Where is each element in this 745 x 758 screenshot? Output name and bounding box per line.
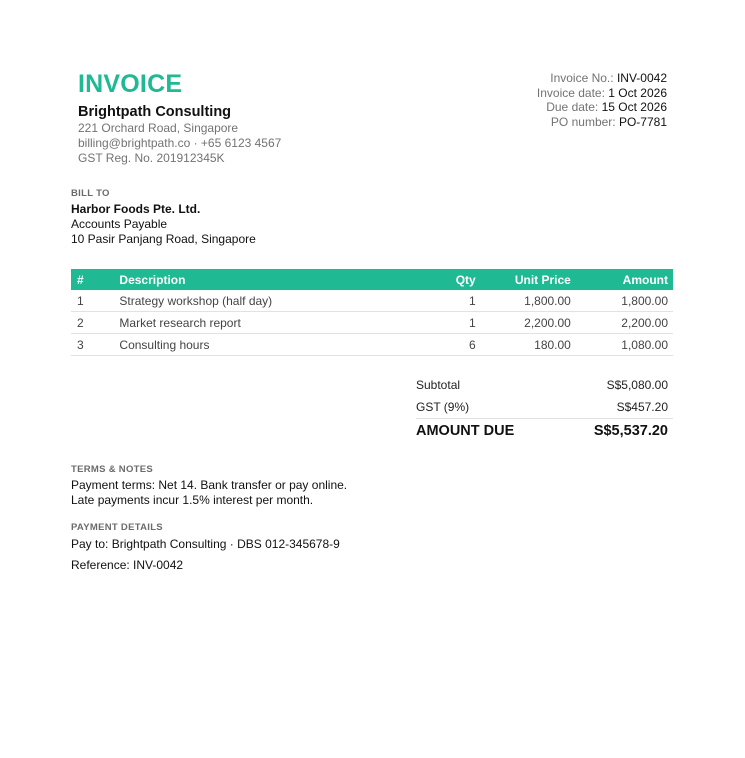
invoice-date-label: Invoice date: bbox=[536, 85, 605, 100]
header-index: # bbox=[71, 269, 114, 290]
totals-divider bbox=[416, 418, 673, 419]
payment-details-label: PAYMENT DETAILS bbox=[71, 522, 163, 533]
gst-value: S$457.20 bbox=[616, 400, 668, 414]
po-number-value: PO-7781 bbox=[618, 115, 667, 130]
terms-line-2: Late payments incur 1.5% interest per month. bbox=[71, 493, 314, 507]
bill-to-department: Accounts Payable bbox=[71, 217, 168, 231]
invoice-number-label: Invoice No.: bbox=[550, 71, 614, 85]
row-index: 2 bbox=[71, 312, 114, 334]
row-index: 3 bbox=[71, 334, 114, 356]
row-description: Market research report bbox=[114, 312, 427, 334]
row-description: Consulting hours bbox=[114, 334, 427, 356]
amount-due-row bbox=[416, 419, 668, 443]
company-contact: billing@brightpath.co · +65 6123 4567 bbox=[78, 136, 282, 150]
table-row bbox=[71, 334, 673, 356]
header-qty: Qty bbox=[427, 269, 480, 290]
row-unit-price: 1,800.00 bbox=[481, 290, 576, 312]
row-amount: 1,800.00 bbox=[576, 290, 673, 312]
row-qty: 6 bbox=[427, 334, 480, 356]
invoice-date-row bbox=[537, 86, 667, 101]
invoice-meta bbox=[537, 71, 667, 130]
company-name: Brightpath Consulting bbox=[78, 104, 232, 120]
due-date-row bbox=[537, 100, 667, 115]
row-description: Strategy workshop (half day) bbox=[114, 290, 427, 312]
amount-due-value: S$5,537.20 bbox=[593, 423, 668, 439]
row-qty: 1 bbox=[427, 312, 480, 334]
due-date-label: Due date: bbox=[546, 100, 599, 115]
row-qty: 1 bbox=[427, 290, 480, 312]
po-number-row bbox=[537, 115, 667, 130]
table-row bbox=[71, 312, 673, 334]
bill-to-address: 10 Pasir Panjang Road, Singapore bbox=[71, 232, 256, 246]
table-row bbox=[71, 290, 673, 312]
payment-pay-to: Pay to: Brightpath Consulting · DBS 012-345678-9 bbox=[71, 537, 340, 551]
gst-label: GST (9%) bbox=[416, 400, 470, 414]
subtotal-label: Subtotal bbox=[416, 378, 461, 392]
terms-line-1: Payment terms: Net 14. Bank transfer or pay online. bbox=[71, 478, 348, 492]
po-number-label: PO number: bbox=[550, 115, 616, 130]
amount-due-label: AMOUNT DUE bbox=[416, 423, 515, 439]
header-description: Description bbox=[114, 269, 427, 290]
line-items-table bbox=[71, 269, 673, 356]
row-unit-price: 180.00 bbox=[481, 334, 576, 356]
gst-row bbox=[416, 396, 668, 418]
due-date-value: 15 Oct 2026 bbox=[601, 100, 667, 115]
invoice-date-value: 1 Oct 2026 bbox=[608, 85, 667, 100]
terms-label: TERMS & NOTES bbox=[71, 464, 154, 475]
row-amount: 2,200.00 bbox=[576, 312, 673, 334]
row-index: 1 bbox=[71, 290, 114, 312]
invoice-number-row bbox=[537, 71, 667, 86]
bill-to-name: Harbor Foods Pte. Ltd. bbox=[71, 202, 201, 216]
company-address: 221 Orchard Road, Singapore bbox=[78, 121, 239, 135]
header-amount: Amount bbox=[576, 269, 673, 290]
invoice-title: INVOICE bbox=[78, 70, 183, 98]
invoice-number-value: INV-0042 bbox=[616, 71, 667, 85]
company-gst-reg: GST Reg. No. 201912345K bbox=[78, 151, 225, 165]
subtotal-row bbox=[416, 374, 668, 396]
table-header-row bbox=[71, 269, 673, 290]
payment-reference: Reference: INV-0042 bbox=[71, 558, 184, 572]
subtotal-value: S$5,080.00 bbox=[606, 378, 668, 392]
header-unit-price: Unit Price bbox=[481, 269, 576, 290]
bill-to-label: BILL TO bbox=[71, 188, 110, 199]
totals-block bbox=[416, 374, 668, 443]
row-amount: 1,080.00 bbox=[576, 334, 673, 356]
row-unit-price: 2,200.00 bbox=[481, 312, 576, 334]
